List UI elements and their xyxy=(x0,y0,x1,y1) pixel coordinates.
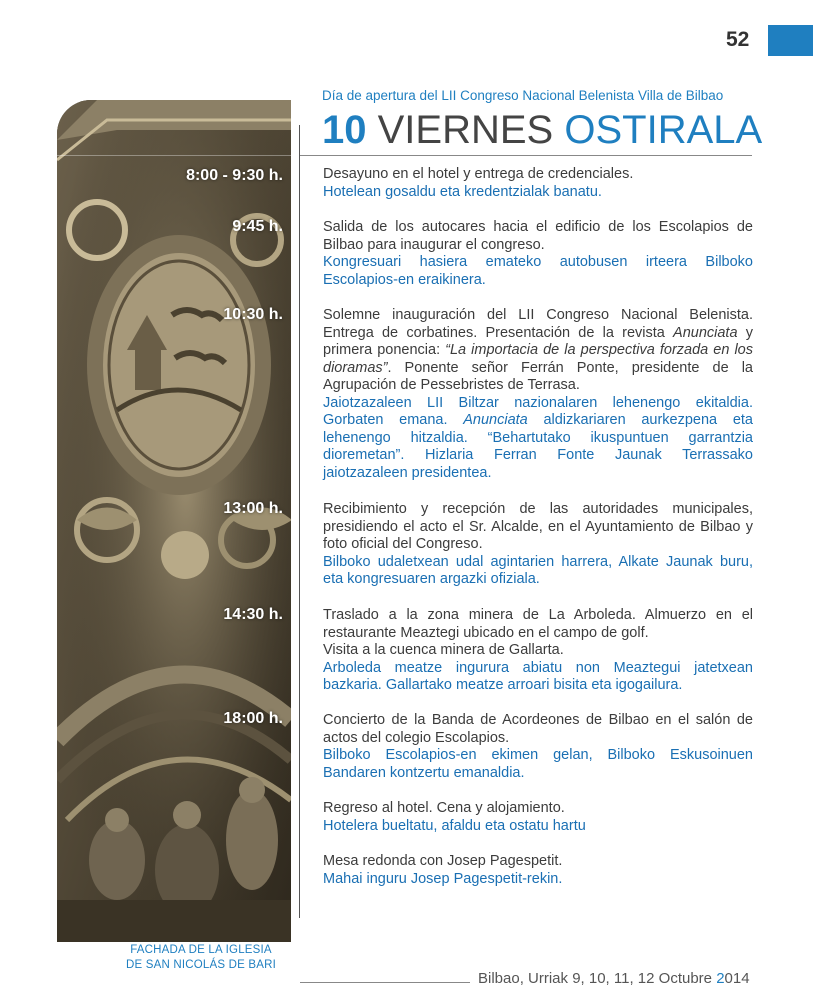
entry-text-es: Regreso al hotel. Cena y alojamiento. xyxy=(323,800,565,816)
entry-text-eu: Mahai inguru Josep Pagespetit-rekin. xyxy=(323,870,563,887)
schedule-entry xyxy=(323,166,753,201)
footer-text: Bilbao, Urriak 9, 10, 11, 12 Octubre xyxy=(478,970,717,987)
footer-divider xyxy=(300,982,470,983)
schedule-entry xyxy=(323,800,753,835)
page-title xyxy=(322,104,762,156)
schedule-entry xyxy=(323,712,753,782)
entry-text-eu xyxy=(323,395,753,483)
entry-text-es: Mesa redonda con Josep Pagespetit. xyxy=(323,853,563,869)
entry-text-part: Solemne inauguración del LII Congreso Nacional Belenista. Entrega de corbatines. Presentación de la revista xyxy=(323,307,753,341)
time-label: 9:45 h. xyxy=(232,218,283,235)
schedule-entry xyxy=(323,853,753,888)
time-label: 10:30 h. xyxy=(223,306,283,323)
entry-text-part: y primera ponencia: xyxy=(323,324,753,358)
entry-text-es: Salida de los autocares hacia el edificio de los Escolapios de Bilbao para inaugurar el congreso. xyxy=(323,219,753,253)
entry-text-eu: Bilboko Escolapios-en ekimen gelan, Bilboko Eskusoinuen Bandaren kontzertu emanaldia. xyxy=(323,747,753,781)
time-label: 8:00 - 9:30 h. xyxy=(186,167,283,184)
entry-text-es: Visita a la cuenca minera de Gallarta. xyxy=(323,642,564,658)
entry-text-part: aldizkariaren aurkezpena eta lehenengo hitzaldia. “Behartutako ikuspuntuen garrantzia dioremetan”. Hizlaria Ferran Fonte Jaunak Terrassako jaiotzazaleen presidentea. xyxy=(323,412,753,481)
schedule-entry xyxy=(323,501,753,589)
title-day-es: VIERNES xyxy=(377,108,554,152)
schedule-entry xyxy=(323,219,753,289)
footer-year-highlight: 2 xyxy=(716,970,725,987)
caption-line: FACHADA DE LA IGLESIA xyxy=(130,944,272,956)
entry-text-eu: Bilboko udaletxean udal agintarien harrera, Alkate Jaunak buru, eta kongresuaren argazki ofiziala. xyxy=(323,553,753,587)
photo-caption xyxy=(57,943,345,973)
entry-text-part: Jaiotzazaleen LII Biltzar nazionalaren lehenengo ekitaldia. Gorbaten emana. xyxy=(323,394,753,428)
title-day-number: 10 xyxy=(322,108,367,152)
magazine-title: Anunciata xyxy=(463,412,528,428)
title-day-eu: OSTIRALA xyxy=(564,108,763,152)
entry-text-es: Concierto de la Banda de Acordeones de Bilbao en el salón de actos del colegio Escolapios. xyxy=(323,712,753,746)
time-column xyxy=(57,0,283,1002)
entry-text-eu: Hotelean gosaldu eta kredentzialak banatu. xyxy=(323,183,602,200)
time-label: 18:00 h. xyxy=(223,710,283,727)
footer-year: 014 xyxy=(724,970,750,987)
entry-text-es: Traslado a la zona minera de La Arboleda. Almuerzo en el restaurante Meaztegi ubicado en el campo de golf. xyxy=(323,607,753,641)
entry-text-eu: Hotelera bueltatu, afaldu eta ostatu hartu xyxy=(323,817,586,834)
page-tab-marker xyxy=(768,25,813,56)
entry-text-part: . Ponente señor Ferrán Ponte, presidente de la Agrupación de Pessebristes de Terrasa. xyxy=(323,359,753,393)
entry-text-eu: Arboleda meatze ingurura abiatu non Meaztegui jatetxean bazkaria. Gallartako meatze arroari bisita eta igogailura. xyxy=(323,659,753,693)
caption-line: DE SAN NICOLÁS DE BARI xyxy=(125,959,277,971)
schedule-entry xyxy=(323,307,753,482)
entry-text-es: Recibimiento y recepción de las autoridades municipales, presidiendo el acto el Sr. Alcalde, en el Ayuntamiento de Bilbao y foto oficial del Congreso. xyxy=(323,501,753,552)
page-subtitle: Día de apertura del LII Congreso Nacional Belenista Villa de Bilbao xyxy=(322,88,724,103)
time-label: 13:00 h. xyxy=(223,500,283,517)
magazine-title: Anunciata xyxy=(673,324,738,341)
schedule-entry xyxy=(323,607,753,695)
entry-text-es xyxy=(323,307,753,395)
timeline-divider xyxy=(299,125,300,918)
title-divider xyxy=(300,155,752,156)
entry-text-eu: Kongresuari hasiera emateko autobusen irteera Bilboko Escolapios-en eraikinera. xyxy=(323,254,753,288)
entry-text-es: Desayuno en el hotel y entrega de credenciales. xyxy=(323,166,634,182)
footer xyxy=(478,970,750,987)
lecture-title: “La importacia de la perspectiva forzada en los dioramas” xyxy=(323,342,753,376)
time-label: 14:30 h. xyxy=(223,606,283,623)
page-number: 52 xyxy=(726,28,750,51)
